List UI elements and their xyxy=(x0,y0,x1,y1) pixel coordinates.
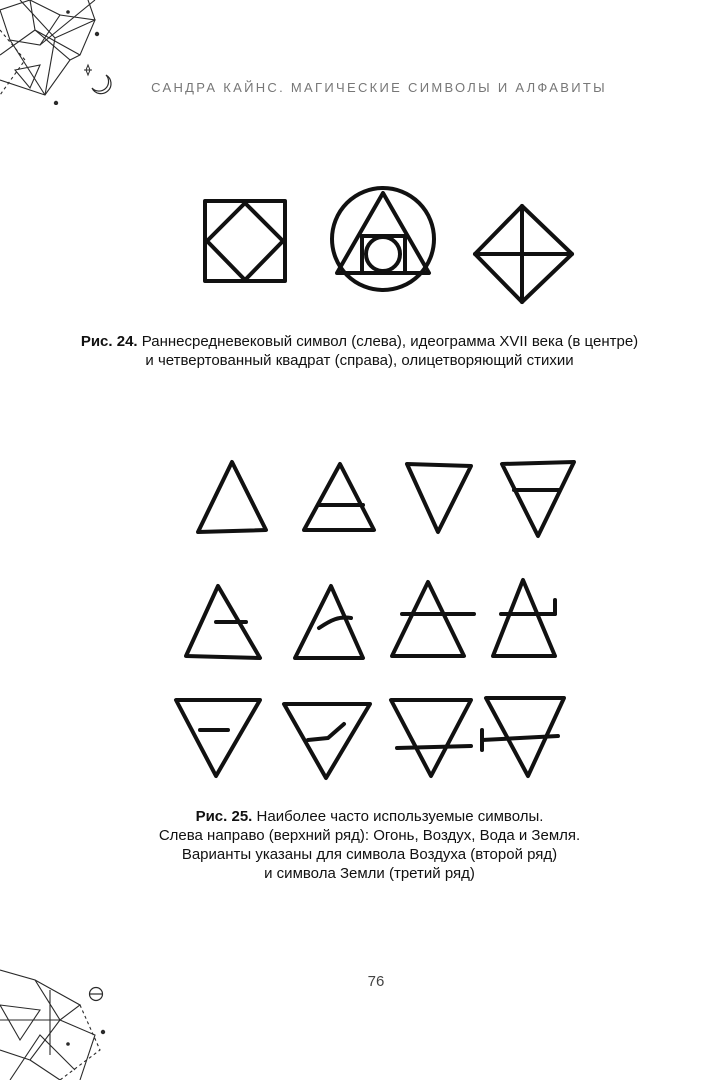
air-symbol xyxy=(300,460,378,534)
figure-24-caption xyxy=(0,332,719,370)
figure-25-caption-line-2: Слева направо (верхний ряд): Огонь, Воздух, Вода и Земля. xyxy=(158,827,581,844)
air-variant-4-symbol xyxy=(487,576,575,662)
figure-25-caption-line-4: и символа Земли (третий ряд) xyxy=(264,865,475,882)
seventeenth-century-ideogram xyxy=(327,183,439,295)
page-number: 76 xyxy=(367,973,385,990)
earth-variant-1-symbol xyxy=(172,696,264,780)
earth-variant-2-symbol xyxy=(280,698,374,782)
earth-symbol xyxy=(498,460,578,540)
figure-24-label: Рис. 24. xyxy=(80,333,138,350)
water-symbol xyxy=(403,460,475,536)
corner-ornament-bottom xyxy=(0,960,120,1080)
earth-variant-3-symbol xyxy=(387,696,479,780)
running-header: САНДРА КАЙНС. МАГИЧЕСКИЕ СИМВОЛЫ И АЛФАВИТЫ xyxy=(151,80,607,95)
early-medieval-square-symbol xyxy=(200,198,292,286)
figure-25-caption xyxy=(10,807,719,883)
air-variant-2-symbol xyxy=(289,580,373,664)
quartered-square-symbol xyxy=(472,203,576,305)
fire-symbol xyxy=(194,458,270,536)
figure-25-caption-line-3: Варианты указаны для символа Воздуха (второй ряд) xyxy=(181,846,558,863)
air-variant-1-symbol xyxy=(182,582,264,662)
figure-25-label: Рис. 25. xyxy=(195,808,253,825)
figure-25 xyxy=(0,450,719,790)
figure-24 xyxy=(0,170,719,320)
figure-24-caption-line-1: Раннесредневековый символ (слева), идеограмма XVII века (в центре) xyxy=(141,333,639,350)
figure-25-caption-line-1: Наиболее часто используемые символы. xyxy=(256,808,544,825)
earth-variant-4-symbol xyxy=(478,694,570,782)
figure-24-caption-line-2: и четвертованный квадрат (справа), олицетворяющий стихии xyxy=(145,352,574,369)
air-variant-3-symbol xyxy=(388,578,480,662)
